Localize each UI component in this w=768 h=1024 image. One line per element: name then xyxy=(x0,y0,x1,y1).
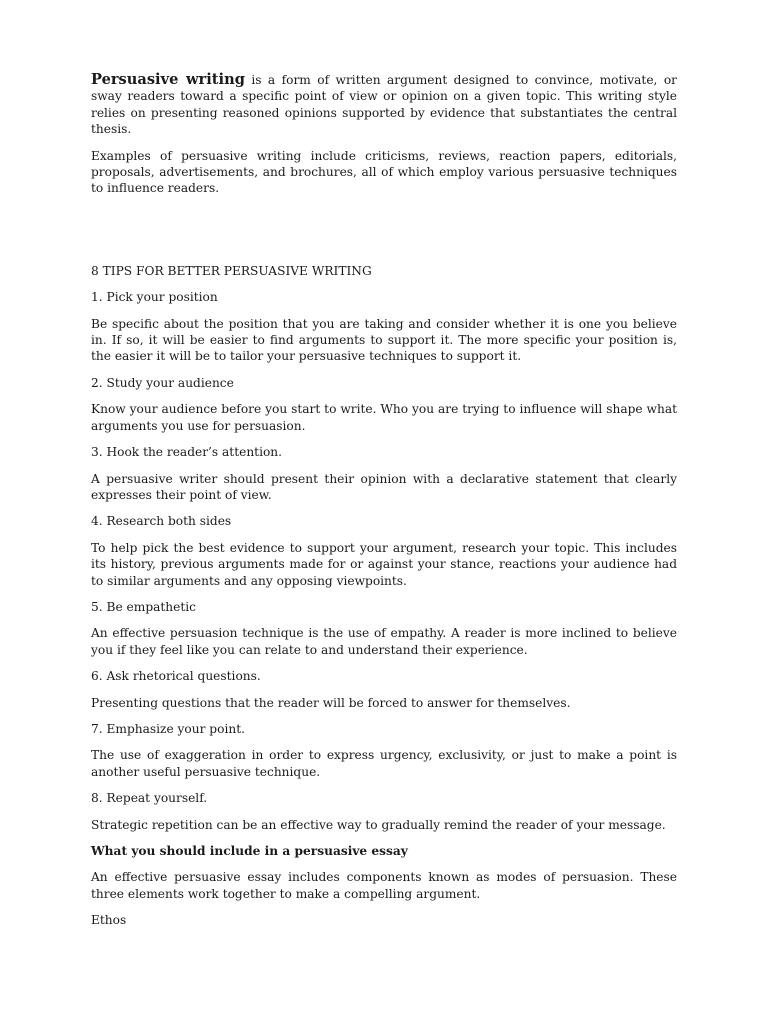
intro-term: Persuasive writing xyxy=(91,71,245,88)
tip-title: 3. Hook the reader’s attention. xyxy=(91,445,283,460)
tip-body: Presenting questions that the reader will be forced to answer for themselves. xyxy=(91,695,571,710)
tip-body: To help pick the best evidence to support your argument, research your topic. This includes its history, previous arguments made for or against your stance, reactions your audience had to similar arguments and any opposing viewpoints. xyxy=(91,540,677,588)
essay-section-body: An effective persuasive essay includes components known as modes of persuasion. These three elements work together to make a compelling argument. xyxy=(91,870,677,901)
intro-paragraph xyxy=(91,72,677,138)
document-page xyxy=(91,72,677,939)
essay-section-heading: What you should include in a persuasive essay xyxy=(91,844,408,858)
first-mode-label: Ethos xyxy=(91,913,127,928)
examples-paragraph: Examples of persuasive writing include criticisms, reviews, reaction papers, editorials, proposals, advertisements, and brochures, all of which employ various persuasive techniques to influence readers. xyxy=(91,148,677,196)
tip-title: 7. Emphasize your point. xyxy=(91,721,245,736)
tip-title: 8. Repeat yourself. xyxy=(91,791,208,806)
section-spacer xyxy=(91,207,677,263)
tip-body: Strategic repetition can be an effective way to gradually remind the reader of your message. xyxy=(91,817,666,832)
intro-definition: is a form of written argument designed to convince, motivate, or sway readers toward a specific point of view or opinion on a given topic. This writing style relies on presenting reasoned opinions supported by evidence that substantiates the central thesis. xyxy=(91,73,678,137)
tip-title: 6. Ask rhetorical questions. xyxy=(91,669,261,684)
tip-title: 2. Study your audience xyxy=(91,375,234,390)
tip-body: Be specific about the position that you are taking and consider whether it is one you believe in. If so, it will be easier to find arguments to support it. The more specific your position is, the easier it will be to tailor your persuasive techniques to support it. xyxy=(91,316,677,364)
tip-body: An effective persuasion technique is the use of empathy. A reader is more inclined to believe you if they feel like you can relate to and understand their experience. xyxy=(91,626,677,657)
tip-title: 1. Pick your position xyxy=(91,290,218,305)
tip-body: Know your audience before you start to write. Who you are trying to influence will shape what arguments you use for persuasion. xyxy=(91,402,677,433)
tip-body: The use of exaggeration in order to express urgency, exclusivity, or just to make a point is another useful persuasive technique. xyxy=(91,748,677,779)
tip-body: A persuasive writer should present their opinion with a declarative statement that clearly expresses their point of view. xyxy=(91,471,677,502)
tip-title: 5. Be empathetic xyxy=(91,599,196,614)
tips-heading: 8 TIPS FOR BETTER PERSUASIVE WRITING xyxy=(91,263,372,278)
tip-title: 4. Research both sides xyxy=(91,514,232,529)
